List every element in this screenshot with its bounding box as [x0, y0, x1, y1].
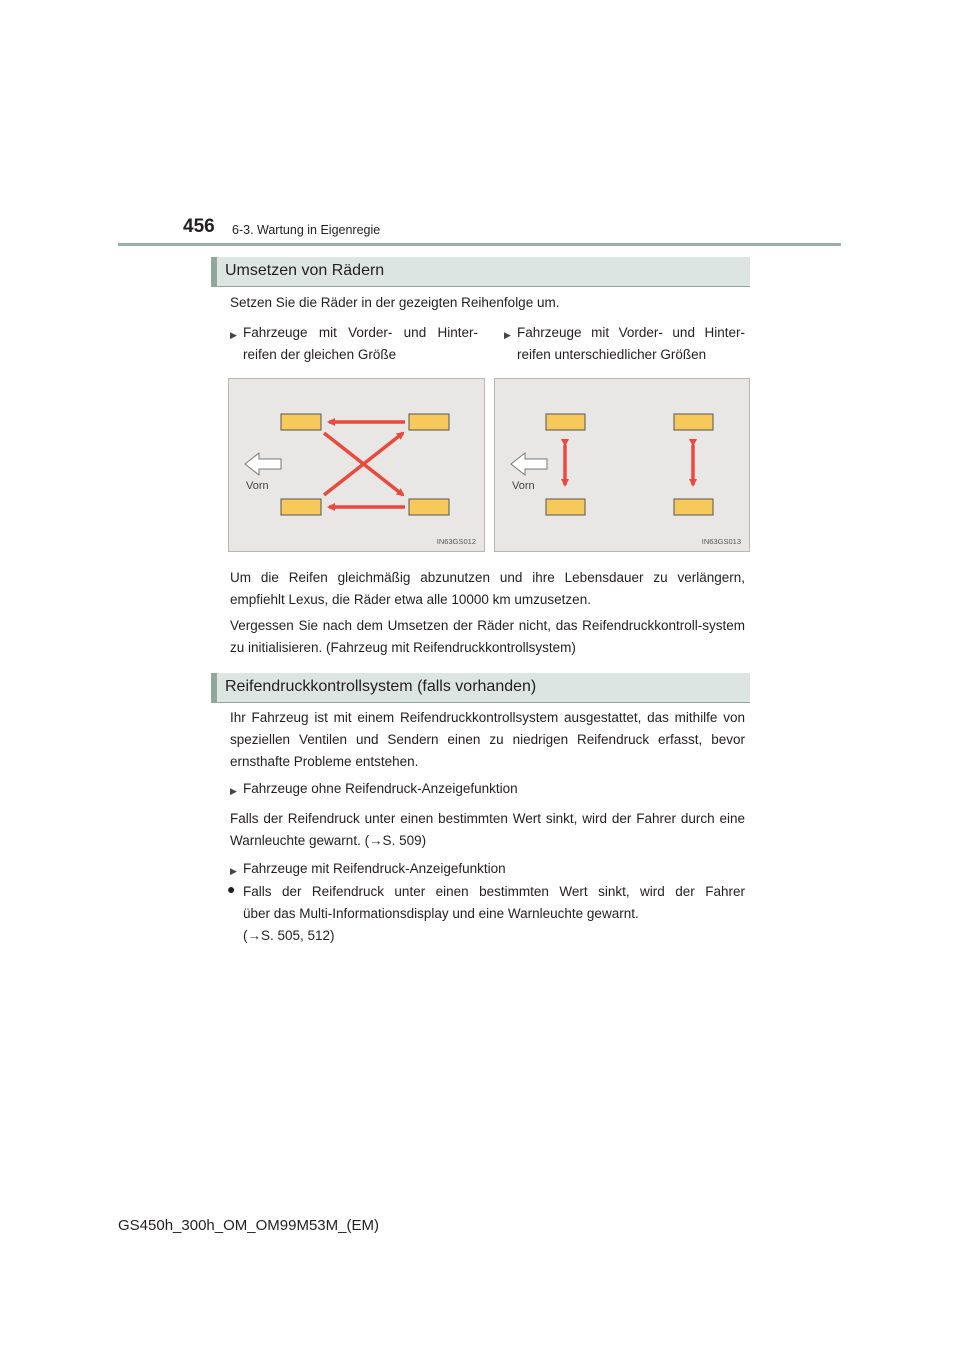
tpms-subheading-without-display: Fahrzeuge ohne Reifendruck-Anzeigefunktion — [243, 781, 518, 796]
rotation-diagram-parallel — [495, 379, 751, 553]
document-id: GS450h_300h_OM_OM99M53M_(EM) — [118, 1217, 379, 1234]
section-heading-tpms — [211, 673, 750, 703]
rear-left-tire — [674, 414, 713, 430]
different-size-caption-line2: reifen unterschiedlicher Größen — [517, 347, 707, 362]
section-heading-wheel-rotation — [211, 257, 750, 287]
section-title: 6-3. Wartung in Eigenregie — [232, 223, 381, 237]
bullet-line-1: Falls der Reifendruck unter einen bestimmten Wert sinkt, wird der Fahrer — [243, 884, 745, 899]
triangle-right-icon: ▶ — [230, 330, 237, 340]
triangle-right-icon: ▶ — [230, 866, 237, 876]
rotation-paragraph-1: Um die Reifen gleichmäßig abzunutzen und ihre Lebensdauer zu verlängern, empfiehlt Lexus, die Räder etwa alle 10000 km umzusetzen. — [230, 570, 745, 607]
section-heading-text: Reifendruckkontrollsystem (falls vorhanden) — [225, 678, 537, 695]
figure-code: IN63GS012 — [436, 537, 476, 546]
filled-circle-icon: ● — [227, 881, 236, 897]
bullet-line-2: über das Multi-Informationsdisplay und eine Warnleuchte gewarnt. — [243, 906, 639, 921]
same-size-caption — [243, 322, 478, 366]
front-right-tire — [546, 499, 585, 515]
front-label: Vorn — [246, 480, 269, 492]
front-right-tire — [281, 499, 321, 515]
front-label: Vorn — [512, 480, 535, 492]
front-left-tire — [546, 414, 585, 430]
tpms-subheading-with-display: Fahrzeuge mit Reifendruck-Anzeigefunktion — [243, 861, 506, 876]
rotation-diagram-cross — [229, 379, 486, 553]
tpms-without-display-text: Falls der Reifendruck unter einen bestimmten Wert sinkt, wird der Fahrer durch eine Warnleuchte gewarnt. (→S. 509) — [230, 811, 745, 848]
rotation-intro: Setzen Sie die Räder in der gezeigten Reihenfolge um. — [230, 295, 560, 310]
tpms-with-display-bullet — [243, 881, 745, 947]
bullet-line-3: (→S. 505, 512) — [243, 928, 335, 943]
figure-different-size-rotation — [494, 378, 750, 552]
header-divider — [118, 243, 841, 246]
different-size-caption — [517, 322, 745, 366]
triangle-right-icon: ▶ — [230, 786, 237, 796]
rear-left-tire — [409, 414, 449, 430]
rear-right-tire — [409, 499, 449, 515]
direction-arrow-icon — [511, 453, 547, 475]
front-left-tire — [281, 414, 321, 430]
direction-arrow-icon — [245, 453, 281, 475]
figure-same-size-rotation — [228, 378, 485, 552]
same-size-caption-line1: Fahrzeuge mit Vorder- und Hinter- — [243, 325, 478, 340]
triangle-right-icon: ▶ — [504, 330, 511, 340]
tpms-intro: Ihr Fahrzeug ist mit einem Reifendruckkontrollsystem ausgestattet, das mithilfe von speziellen Ventilen und Sendern einen zu niedrigen Reifendruck erfasst, bevor ernsthafte Probleme entstehen. — [230, 710, 745, 769]
rotation-paragraph-2: Vergessen Sie nach dem Umsetzen der Räder nicht, das Reifendruckkontroll-system zu initialisieren. (Fahrzeug mit Reifendruckkontrollsystem) — [230, 618, 745, 655]
rear-right-tire — [674, 499, 713, 515]
same-size-caption-line2: reifen der gleichen Größe — [243, 347, 397, 362]
different-size-caption-line1: Fahrzeuge mit Vorder- und Hinter- — [517, 325, 745, 340]
figure-code: IN63GS013 — [701, 537, 741, 546]
page-number: 456 — [183, 216, 215, 237]
section-heading-text: Umsetzen von Rädern — [225, 262, 385, 279]
